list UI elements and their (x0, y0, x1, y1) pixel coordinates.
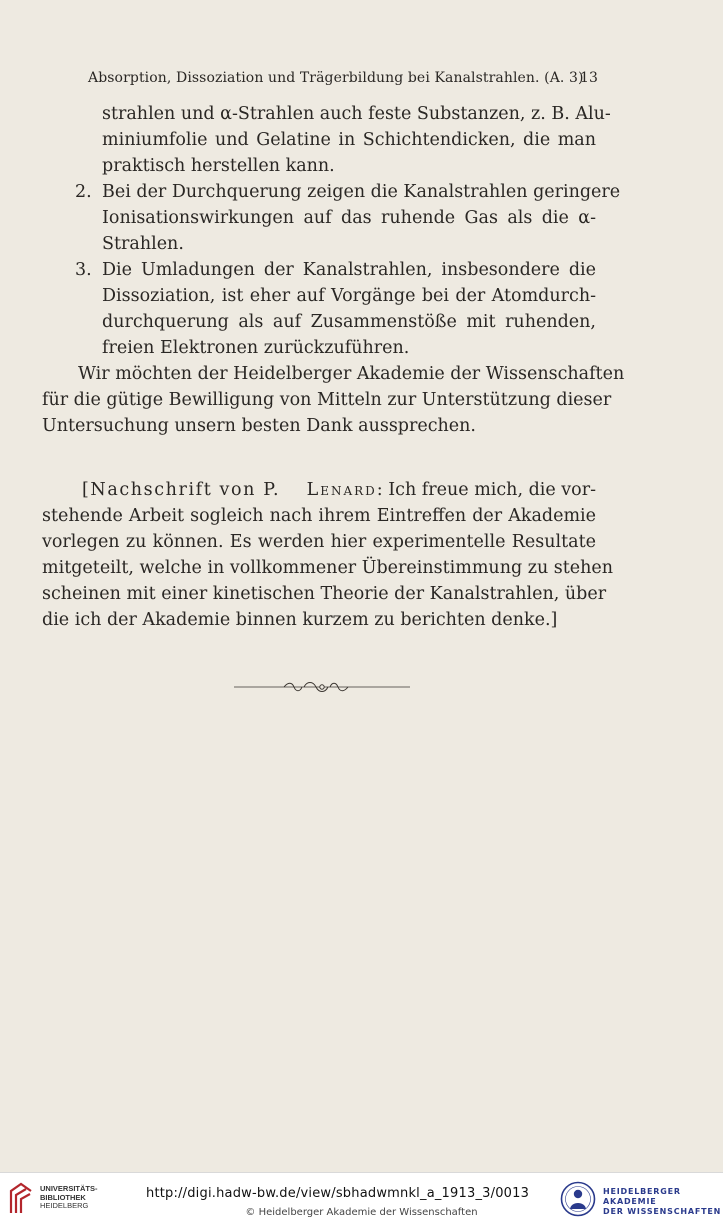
postscript-first-line (82, 480, 596, 500)
copyright-notice: © Heidelberger Akademie der Wissenschaften (245, 1207, 478, 1218)
text-line: strahlen und α-Strahlen auch feste Substanzen, z. B. Alu- (102, 104, 611, 124)
text-line: mitgeteilt, welche in vollkommener Übereinstimmung zu stehen (42, 558, 614, 578)
footer-bar (0, 1172, 723, 1225)
text-line: Die Umladungen der Kanalstrahlen, insbesondere die (102, 260, 596, 280)
library-name-line: UNIVERSITÄTS- (40, 1184, 98, 1193)
academy-seal-icon (560, 1181, 596, 1217)
text-line: für die gütige Bewilligung von Mitteln zur Unterstützung dieser (42, 390, 612, 410)
list-number: 3. (75, 260, 92, 280)
text-line: praktisch herstellen kann. (102, 156, 335, 176)
running-title: Absorption, Dissoziation und Trägerbildung bei Kanalstrahlen. (A. 3) (88, 70, 584, 86)
text-line: Ionisationswirkungen auf das ruhende Gas als die α- (102, 208, 596, 228)
text-line: freien Elektronen zurückzuführen. (102, 338, 410, 358)
postscript-author: Lenard (306, 480, 377, 500)
text-line: Wir möchten der Heidelberger Akademie der Wissenschaften (78, 364, 625, 384)
text-line: die ich der Akademie binnen kurzem zu berichten denke.] (42, 610, 558, 630)
text-line: miniumfolie und Gelatine in Schichtendicken, die man (102, 130, 596, 150)
list-number: 2. (75, 182, 92, 202)
postscript-line-rest: : Ich freue mich, die vor- (376, 480, 596, 500)
text-line: Untersuchung unsern besten Dank aussprechen. (42, 416, 476, 436)
library-name-line: BIBLIOTHEK (40, 1192, 86, 1202)
text-line: durchquerung als auf Zusammenstöße mit ruhenden, (102, 312, 596, 332)
postscript-author-group (307, 480, 596, 500)
text-line: stehende Arbeit sogleich nach ihrem Eintreffen der Akademie (42, 506, 596, 526)
ornament-rule-icon (234, 680, 410, 694)
permalink-url[interactable]: http://digi.hadw-bw.de/view/sbhadwmnkl_a_1913_3/0013 (146, 1186, 530, 1201)
academy-name-line: DER WISSENSCHAFTEN (603, 1207, 722, 1216)
running-head (88, 70, 598, 86)
text-line: Dissoziation, ist eher auf Vorgänge bei der Atomdurch- (102, 286, 596, 306)
postscript-label: [Nachschrift von P. (82, 480, 281, 500)
text-line: vorlegen zu können. Es werden hier experimentelle Resultate (42, 532, 596, 552)
text-line: scheinen mit einer kinetischen Theorie der Kanalstrahlen, über (42, 584, 607, 604)
library-name-line: HEIDELBERG (40, 1201, 89, 1210)
academy-name-line: HEIDELBERGER AKADEMIE (603, 1187, 681, 1206)
text-line: Bei der Durchquerung zeigen die Kanalstrahlen geringere (102, 182, 621, 202)
academy-name (603, 1187, 723, 1217)
text-line: Strahlen. (102, 234, 184, 254)
page-number: 13 (579, 70, 598, 86)
